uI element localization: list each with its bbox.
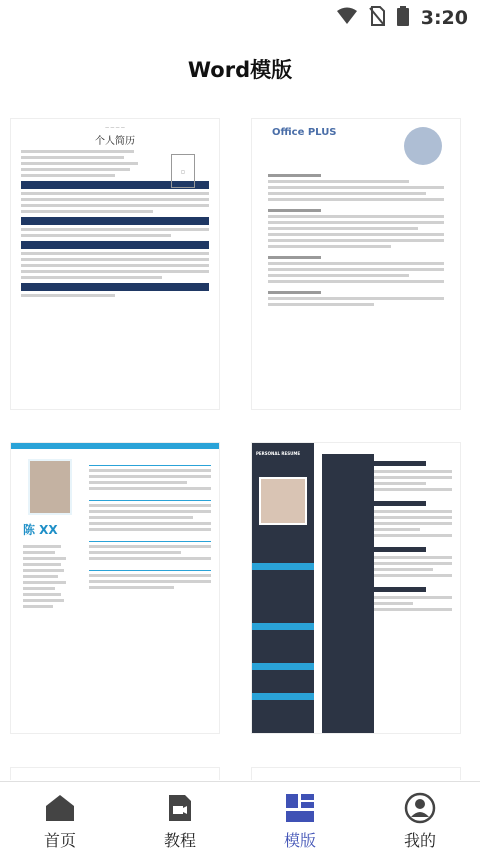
template-title: Office PLUS xyxy=(272,127,337,138)
nav-label: 首页 xyxy=(43,831,76,850)
thumbnail-top-bar xyxy=(11,443,220,449)
thumbnail-section-bar xyxy=(252,663,314,670)
status-icons xyxy=(337,6,468,30)
template-card-formal[interactable] xyxy=(10,118,220,410)
thumbnail-section-bar xyxy=(252,693,314,700)
status-time: 3:20 xyxy=(420,7,468,29)
bottom-nav xyxy=(0,781,480,853)
page-title: Word模版 xyxy=(187,58,293,82)
template-title: 个人简历 xyxy=(95,136,135,147)
thumbnail-section-bar xyxy=(21,217,209,225)
thumbnail-section-bar xyxy=(252,623,314,630)
template-card-partial[interactable] xyxy=(251,767,461,780)
wifi-icon xyxy=(337,7,357,29)
template-title: 陈 XX xyxy=(23,523,58,537)
template-title: PERSONAL RESUME xyxy=(256,451,301,456)
template-card-blue-sidebar[interactable] xyxy=(10,442,220,734)
template-thumbnail-header: — — — — xyxy=(105,125,125,130)
thumbnail-main xyxy=(89,455,211,725)
profile-icon xyxy=(403,792,437,824)
nav-label: 教程 xyxy=(163,831,196,850)
nav-item-templates[interactable] xyxy=(240,782,360,853)
status-bar xyxy=(0,0,480,34)
thumbnail-sidebar xyxy=(252,443,314,734)
thumbnail-section-bar xyxy=(21,241,209,249)
template-icon xyxy=(283,792,317,824)
nav-label: 我的 xyxy=(403,831,436,850)
template-card-partial[interactable] xyxy=(10,767,220,780)
template-thumbnail-body xyxy=(11,252,219,279)
thumbnail-section-bar xyxy=(252,563,314,570)
template-grid xyxy=(0,100,480,780)
photo-placeholder: □ xyxy=(171,154,195,188)
nav-item-tutorial[interactable] xyxy=(120,782,240,853)
nav-item-profile[interactable] xyxy=(360,782,480,853)
no-sim-icon xyxy=(369,6,385,30)
nav-item-home[interactable] xyxy=(0,782,120,853)
template-thumbnail-body xyxy=(11,192,219,213)
photo-placeholder xyxy=(259,477,307,525)
video-icon xyxy=(163,792,197,824)
home-icon xyxy=(43,792,77,824)
template-thumbnail-body xyxy=(11,294,219,297)
template-thumbnail-body xyxy=(268,171,444,309)
template-card-office-plus[interactable] xyxy=(251,118,461,410)
template-card-dark-sidebar[interactable] xyxy=(251,442,461,734)
nav-label: 模版 xyxy=(283,831,316,850)
thumbnail-sidebar xyxy=(17,453,83,725)
battery-icon xyxy=(397,6,409,30)
avatar xyxy=(404,127,442,165)
thumbnail-section-bar xyxy=(21,283,209,291)
template-thumbnail-body xyxy=(11,228,219,237)
photo-placeholder xyxy=(28,459,72,515)
thumbnail-main xyxy=(322,451,452,614)
